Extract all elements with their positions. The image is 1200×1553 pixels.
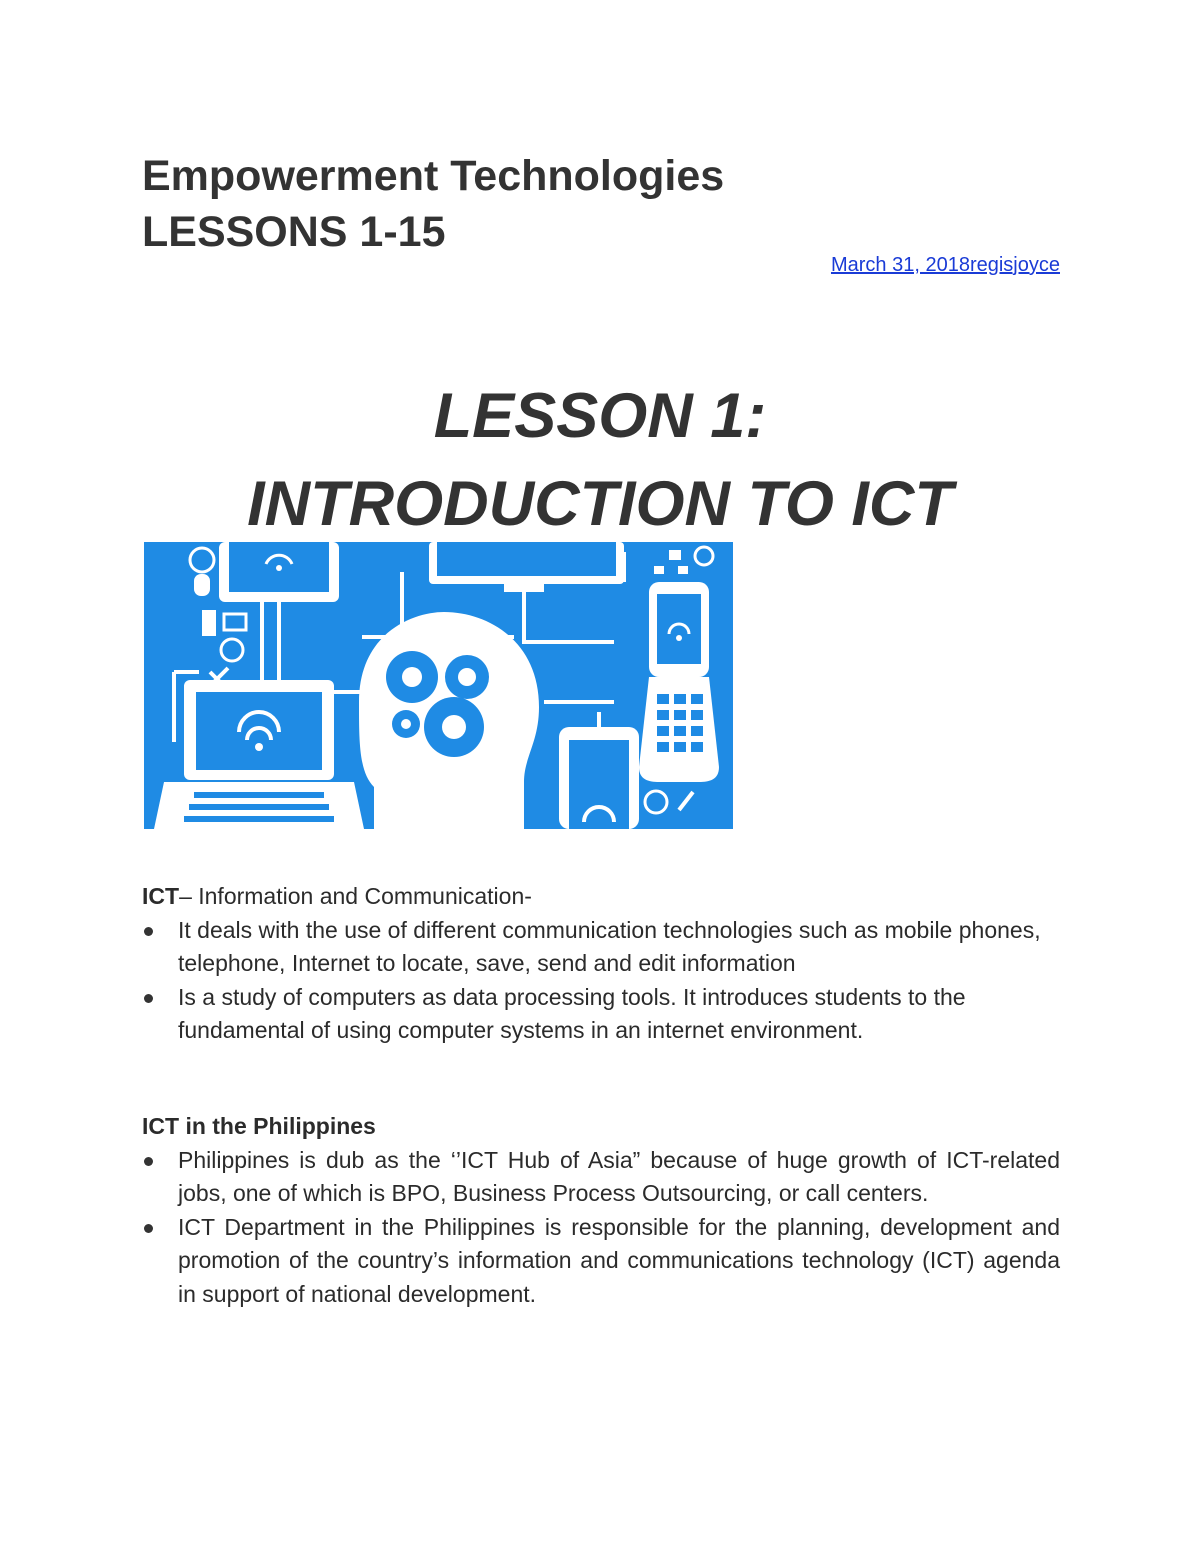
list-item (142, 1211, 1060, 1312)
ict-definition-section (142, 880, 1060, 1048)
list-item-text: Philippines is dub as the ‘’ICT Hub of Asia” because of huge growth of ICT-related jobs, one of which is BPO, Business Process Outsourcing, or call centers. (178, 1146, 1060, 1206)
post-date-author-link[interactable]: March 31, 2018regisjoyce (830, 254, 1060, 276)
ict-philippines-section (142, 1110, 1060, 1311)
bullet-icon (144, 1224, 153, 1233)
list-item-text: ICT Department in the Philippines is responsible for the planning, development and promotion of the country’s information and communications technology (ICT) agenda in support of national development. (178, 1213, 1060, 1307)
ict-philippines-list (142, 1144, 1060, 1312)
list-item-text: It deals with the use of different communication technologies such as mobile phones, telephone, Internet to locate, save, send and edit information (178, 916, 1041, 976)
bullet-icon (144, 1157, 153, 1166)
bullet-icon (144, 994, 153, 1003)
list-item-text: Is a study of computers as data processing tools. It introduces students to the fundamental of using computer systems in an internet environment. (178, 983, 966, 1043)
ict-definition (142, 880, 1060, 914)
section-heading (142, 1110, 1060, 1144)
lesson-heading (140, 372, 1060, 548)
bullet-icon (144, 927, 153, 936)
list-item (142, 914, 1060, 981)
ict-definition-text: – Information and Communication- (179, 883, 532, 909)
list-item (142, 981, 1060, 1048)
ict-definition-list (142, 914, 1060, 1048)
title-line-1: Empowerment Technologies (142, 152, 725, 200)
title-line-2: LESSONS 1-15 (142, 208, 446, 256)
ict-network-icon (144, 542, 733, 829)
lesson-number: LESSON 1: (433, 381, 767, 451)
document-title (142, 148, 724, 260)
section-heading-text: ICT in the Philippines (142, 1113, 376, 1139)
ict-network-illustration (144, 542, 733, 829)
list-item (142, 1144, 1060, 1211)
lesson-title: INTRODUCTION TO ICT (247, 469, 953, 539)
ict-term: ICT (142, 883, 180, 909)
